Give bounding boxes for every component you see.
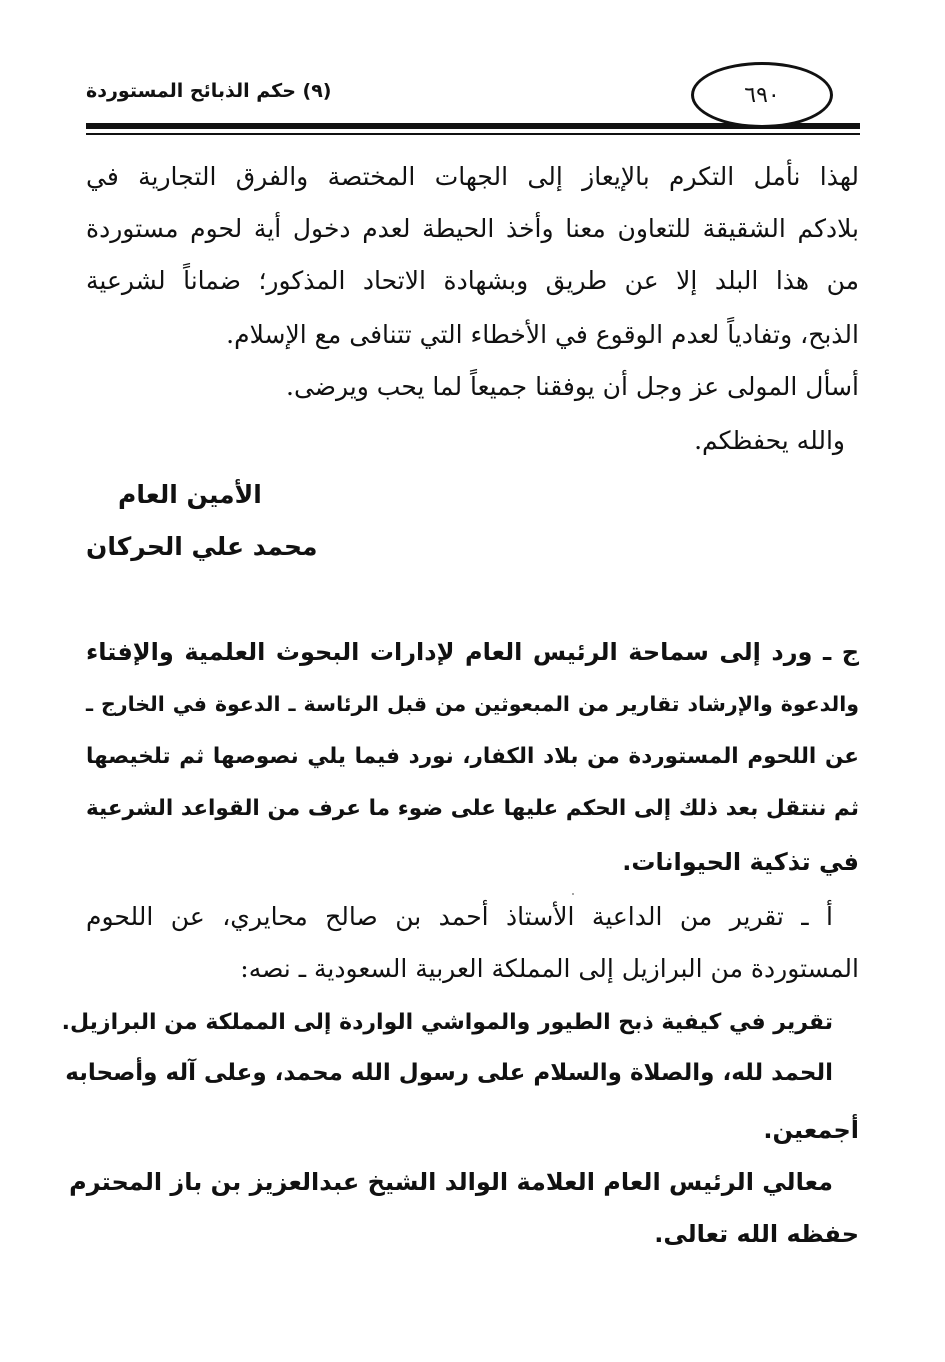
section-c-line: في تذكية الحيوانات. — [622, 848, 859, 876]
ink-speck — [572, 893, 574, 895]
header-rule-thin — [86, 133, 860, 135]
address-line: معالي الرئيس العام العلامة الوالد الشيخ عبدالعزيز بن باز المحترم — [69, 1168, 833, 1196]
praise-line: أجمعين. — [763, 1116, 859, 1144]
running-title: (٩) حكم الذبائح المستوردة — [86, 80, 332, 102]
paragraph-line: من هذا البلد إلا عن طريق وبشهادة الاتحاد المذكور؛ ضماناً لشرعية — [86, 266, 859, 295]
page-number: ٦٩٠ — [744, 82, 780, 108]
section-c-line: عن اللحوم المستوردة من بلاد الكفار، نورد فيما يلي نصوصها ثم تلخيصها — [86, 744, 859, 769]
section-c-line: ثم ننتقل بعد ذلك إلى الحكم عليها على ضوء ما عرف من القواعد الشرعية — [86, 796, 859, 821]
page-number-oval — [691, 62, 833, 128]
paragraph-line: لهذا نأمل التكرم بالإيعاز إلى الجهات المختصة والفرق التجارية في — [86, 162, 859, 191]
signature-name: محمد علي الحركان — [86, 532, 318, 561]
paragraph-line: الذبح، وتفادياً لعدم الوقوع في الأخطاء التي تتنافى مع الإسلام. — [226, 320, 859, 349]
closing-prayer: أسأل المولى عز وجل أن يوفقنا جميعاً لما يحب ويرضى. — [286, 372, 859, 401]
report-a-line: المستوردة من البرازيل إلى المملكة العربية السعودية ـ نصه: — [240, 954, 859, 983]
praise-line: الحمد لله، والصلاة والسلام على رسول الله محمد، وعلى آله وأصحابه — [65, 1060, 833, 1086]
report-heading: تقرير في كيفية ذبح الطيور والمواشي الواردة إلى المملكة من البرازيل. — [61, 1010, 833, 1035]
report-a-line: أ ـ تقرير من الداعية الأستاذ أحمد بن صالح محايري، عن اللحوم — [86, 902, 833, 931]
paragraph-line: بلادكم الشقيقة للتعاون معنا وأخذ الحيطة لعدم دخول أية لحوم مستوردة — [86, 214, 859, 243]
closing-farewell: والله يحفظكم. — [694, 426, 845, 455]
address-line: حفظه الله تعالى. — [654, 1220, 859, 1248]
signature-title: الأمين العام — [118, 480, 262, 509]
section-c-line: والدعوة والإرشاد تقارير من المبعوثين من قبل الرئاسة ـ الدعوة في الخارج ـ — [86, 692, 859, 716]
section-c-line: ج ـ ورد إلى سماحة الرئيس العام لإدارات البحوث العلمية والإفتاء — [86, 638, 859, 666]
